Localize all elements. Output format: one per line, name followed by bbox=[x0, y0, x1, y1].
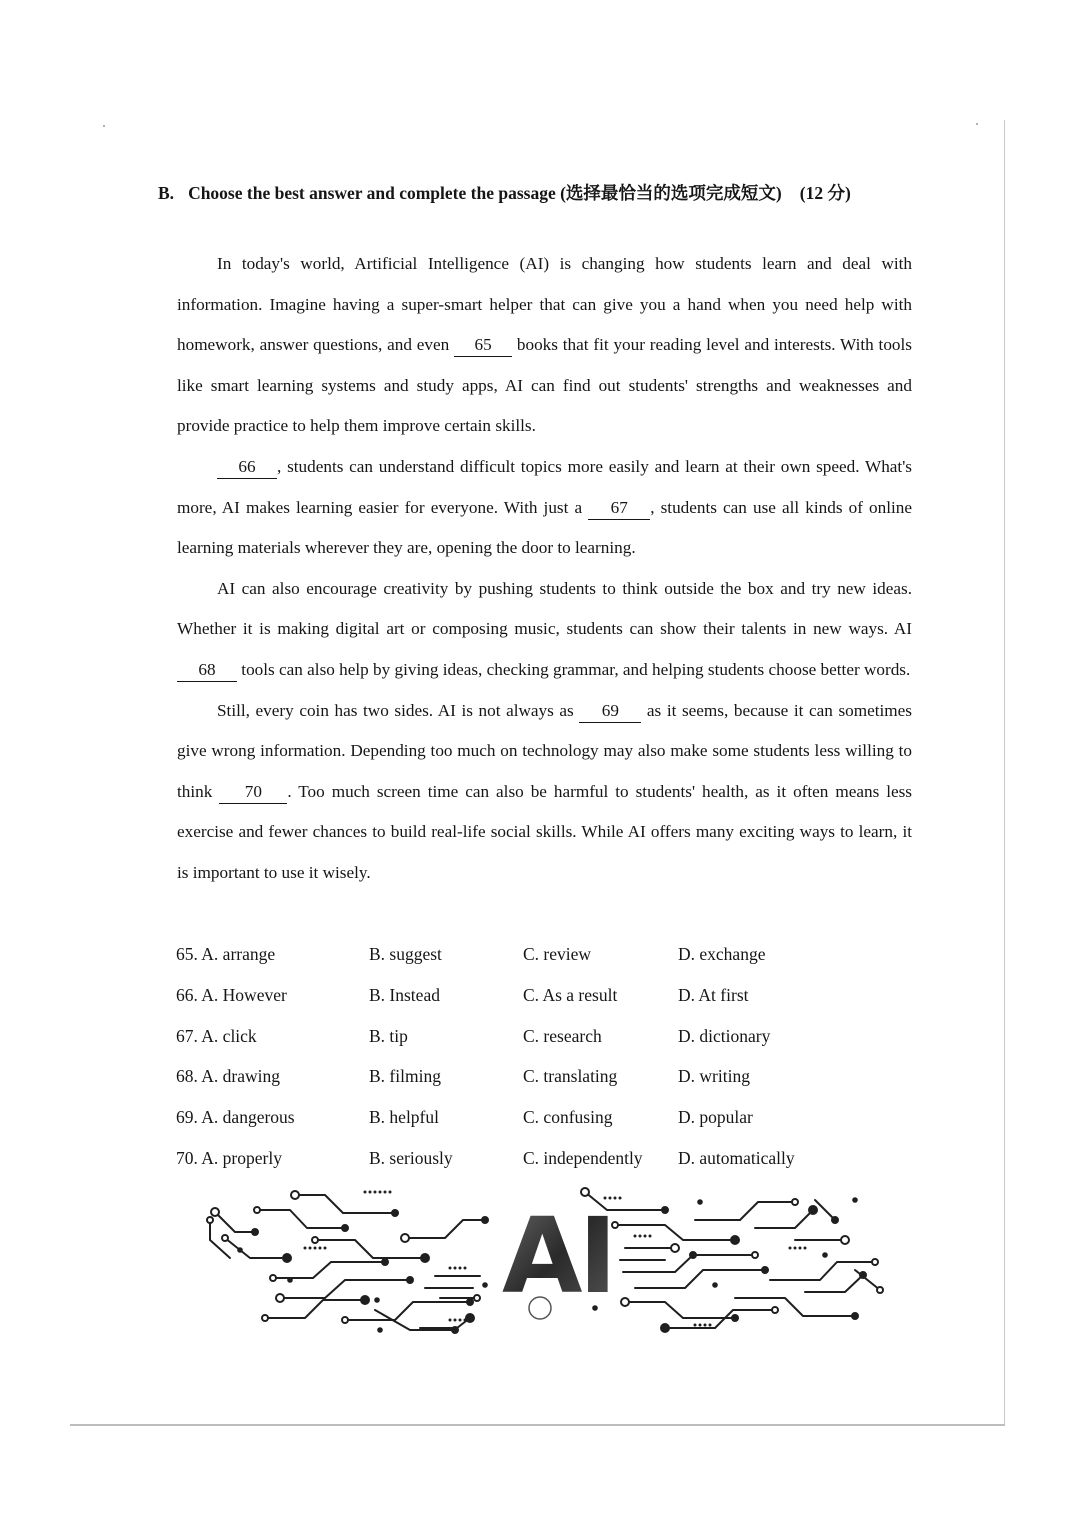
ai-circuit-illustration bbox=[195, 1180, 895, 1340]
circuit-node bbox=[852, 1313, 858, 1319]
circuit-dot bbox=[287, 1277, 293, 1283]
option-row-69 bbox=[176, 1097, 916, 1138]
passage-paragraph-1 bbox=[177, 244, 912, 447]
circuit-node bbox=[621, 1298, 629, 1306]
passage-text: tools can also help by giving ideas, checking grammar, and helping students choose better words. bbox=[237, 659, 911, 679]
circuit-dot bbox=[454, 1319, 457, 1322]
option-a: 66. A. However bbox=[176, 984, 287, 1005]
option-row-66 bbox=[176, 975, 916, 1016]
passage-text: , students can use all kinds of online learning materials wherever they are, opening the door to learning. bbox=[177, 497, 912, 558]
circuit-dot bbox=[374, 1297, 380, 1303]
option-a: 67. A. click bbox=[176, 1025, 257, 1046]
option-a: 68. A. drawing bbox=[176, 1066, 281, 1087]
circuit-dot bbox=[449, 1267, 452, 1270]
circuit-dot bbox=[454, 1267, 457, 1270]
circuit-node bbox=[671, 1244, 679, 1252]
circuit-node bbox=[661, 1324, 669, 1332]
blank-67: 67 bbox=[588, 497, 650, 520]
page-edge-bottom bbox=[70, 1424, 1005, 1426]
passage-paragraph-3 bbox=[177, 569, 912, 691]
circuit-node bbox=[207, 1217, 213, 1223]
blank-65: 65 bbox=[454, 334, 512, 357]
circuit-node bbox=[254, 1207, 260, 1213]
circuit-dot bbox=[389, 1191, 392, 1194]
option-row-68 bbox=[176, 1056, 916, 1097]
circuit-dot bbox=[709, 1324, 712, 1327]
circuit-node bbox=[731, 1236, 739, 1244]
passage-text: , students can understand difficult topics more easily and learn at their own speed. What's more, AI makes learning easier for everyone. With just a bbox=[177, 456, 912, 517]
circuit-dot bbox=[789, 1247, 792, 1250]
option-b: B. filming bbox=[369, 1066, 441, 1087]
circuit-node bbox=[466, 1314, 474, 1322]
circuit-node bbox=[252, 1229, 258, 1235]
circuit-dot bbox=[644, 1235, 647, 1238]
scan-speck bbox=[103, 125, 105, 127]
circuit-dot bbox=[704, 1324, 707, 1327]
circuit-node bbox=[841, 1236, 849, 1244]
answer-options bbox=[176, 934, 916, 1179]
option-d: D. writing bbox=[678, 1066, 750, 1087]
circuit-dot bbox=[319, 1247, 322, 1250]
circuit-node bbox=[832, 1217, 838, 1223]
circuit-node bbox=[407, 1277, 413, 1283]
section-heading bbox=[158, 180, 938, 205]
option-d: D. automatically bbox=[678, 1147, 795, 1168]
circuit-node bbox=[809, 1206, 817, 1214]
section-score: (12 分) bbox=[799, 183, 851, 203]
circuit-node bbox=[482, 1217, 488, 1223]
circuit-dot bbox=[237, 1247, 243, 1253]
circuit-node bbox=[401, 1234, 409, 1242]
circuit-node bbox=[270, 1275, 276, 1281]
circuit-dot bbox=[369, 1191, 372, 1194]
circuit-node bbox=[283, 1254, 291, 1262]
circuit-node bbox=[762, 1267, 768, 1273]
circuit-dot bbox=[699, 1324, 702, 1327]
passage bbox=[177, 244, 912, 894]
circuit-dot bbox=[712, 1282, 718, 1288]
circuit-node bbox=[752, 1252, 758, 1258]
circuit-dot bbox=[364, 1191, 367, 1194]
option-a: 65. A. arrange bbox=[176, 944, 276, 964]
circuit-dot bbox=[314, 1247, 317, 1250]
section-letter: B. bbox=[158, 183, 175, 203]
circuit-dot bbox=[639, 1235, 642, 1238]
circuit-node bbox=[211, 1208, 219, 1216]
option-a: 69. A. dangerous bbox=[176, 1107, 295, 1128]
circuit-dot bbox=[374, 1191, 377, 1194]
circuit-node bbox=[276, 1294, 284, 1302]
circuit-dot bbox=[384, 1191, 387, 1194]
circuit-dot bbox=[619, 1197, 622, 1200]
passage-text: . Too much screen time can also be harmful to students' health, as it often means less exercise and fewer chances to build real-life social skills. While AI offers many exciting ways to learn, it is important to use it wisely. bbox=[177, 781, 913, 882]
circuit-node bbox=[392, 1210, 398, 1216]
circuit-dot bbox=[379, 1191, 382, 1194]
circuit-dot bbox=[464, 1267, 467, 1270]
circuit-dot bbox=[649, 1235, 652, 1238]
circuit-dot bbox=[459, 1267, 462, 1270]
circuit-node bbox=[772, 1307, 778, 1313]
circuit-dot bbox=[799, 1247, 802, 1250]
circuit-dot bbox=[304, 1247, 307, 1250]
circuit-dot bbox=[614, 1197, 617, 1200]
circuit-node bbox=[452, 1327, 458, 1333]
option-b: B. tip bbox=[369, 1025, 408, 1046]
option-b: B. Instead bbox=[369, 984, 440, 1005]
section-instruction: Choose the best answer and complete the passage (选择最恰当的选项完成短文) bbox=[188, 183, 782, 203]
option-c: C. research bbox=[523, 1025, 602, 1046]
option-c: C. translating bbox=[523, 1066, 618, 1087]
option-d: D. popular bbox=[678, 1107, 753, 1128]
circuit-node bbox=[291, 1191, 299, 1199]
circuit-dot bbox=[449, 1319, 452, 1322]
option-d: D. exchange bbox=[678, 944, 766, 964]
circuit-node bbox=[342, 1225, 348, 1231]
circuit-dot bbox=[822, 1252, 828, 1258]
passage-paragraph-2 bbox=[177, 447, 912, 569]
circuit-node bbox=[361, 1296, 369, 1304]
circuit-node bbox=[792, 1199, 798, 1205]
option-row-70 bbox=[176, 1138, 916, 1179]
circuit-node bbox=[860, 1272, 866, 1278]
page-edge-right bbox=[1004, 120, 1005, 1425]
scan-speck bbox=[976, 123, 978, 125]
option-c: C. review bbox=[523, 944, 592, 964]
circuit-dot bbox=[697, 1199, 703, 1205]
blank-66: 66 bbox=[217, 456, 277, 479]
passage-paragraph-4 bbox=[177, 691, 912, 894]
passage-text: Still, every coin has two sides. AI is not always as bbox=[217, 700, 580, 720]
circuit-node bbox=[690, 1252, 696, 1258]
circuit-node bbox=[222, 1235, 228, 1241]
option-a: 70. A. properly bbox=[176, 1147, 282, 1168]
circuit-dot bbox=[634, 1235, 637, 1238]
ai-logo-text: AI bbox=[502, 1195, 614, 1317]
circuit-dot bbox=[324, 1247, 327, 1250]
circuit-node bbox=[382, 1259, 388, 1265]
option-row-65 bbox=[176, 934, 916, 975]
circuit-node bbox=[662, 1207, 668, 1213]
circuit-node bbox=[732, 1315, 738, 1321]
passage-text: as it seems, because it can sometimes give wrong information. Depending too much on technology may also make some students less willing to think bbox=[177, 700, 912, 801]
circuit-dot bbox=[694, 1324, 697, 1327]
circuit-dot bbox=[482, 1282, 488, 1288]
passage-text: In today's world, Artificial Intelligence (AI) is changing how students learn and deal with information. Imagine having a super-smart helper that can give you a hand when you need help with homework, answer questions, and even bbox=[177, 254, 912, 355]
circuit-node bbox=[872, 1259, 878, 1265]
option-d: D. At first bbox=[678, 984, 749, 1005]
circuit-dot bbox=[804, 1247, 807, 1250]
circuit-node bbox=[474, 1295, 480, 1301]
option-b: B. seriously bbox=[369, 1147, 453, 1168]
option-b: B. helpful bbox=[369, 1107, 439, 1128]
option-d: D. dictionary bbox=[678, 1025, 771, 1046]
circuit-node bbox=[312, 1237, 318, 1243]
circuit-dot bbox=[464, 1319, 467, 1322]
option-c: C. independently bbox=[523, 1147, 643, 1168]
passage-text: AI can also encourage creativity by pushing students to think outside the box and try new ideas. Whether it is making digital art or composing music, students can show their talents in new ways. AI bbox=[177, 578, 912, 639]
blank-70: 70 bbox=[219, 781, 287, 804]
circuit-dot bbox=[794, 1247, 797, 1250]
circuit-dot bbox=[309, 1247, 312, 1250]
option-b: B. suggest bbox=[369, 944, 442, 964]
circuit-dot bbox=[459, 1319, 462, 1322]
circuit-node bbox=[262, 1315, 268, 1321]
passage-text: books that fit your reading level and interests. With tools like smart learning systems and study apps, AI can find out students' strengths and weaknesses and provide practice to help them improve certain skills. bbox=[177, 335, 912, 436]
circuit-node bbox=[467, 1299, 473, 1305]
blank-69: 69 bbox=[579, 700, 641, 723]
circuit-node bbox=[342, 1317, 348, 1323]
circuit-dot bbox=[852, 1197, 858, 1203]
circuit-node bbox=[421, 1254, 429, 1262]
option-c: C. As a result bbox=[523, 984, 618, 1005]
circuit-dot bbox=[377, 1327, 383, 1333]
option-row-67 bbox=[176, 1016, 916, 1057]
blank-68: 68 bbox=[177, 659, 237, 682]
circuit-node bbox=[877, 1287, 883, 1293]
option-c: C. confusing bbox=[523, 1107, 613, 1128]
